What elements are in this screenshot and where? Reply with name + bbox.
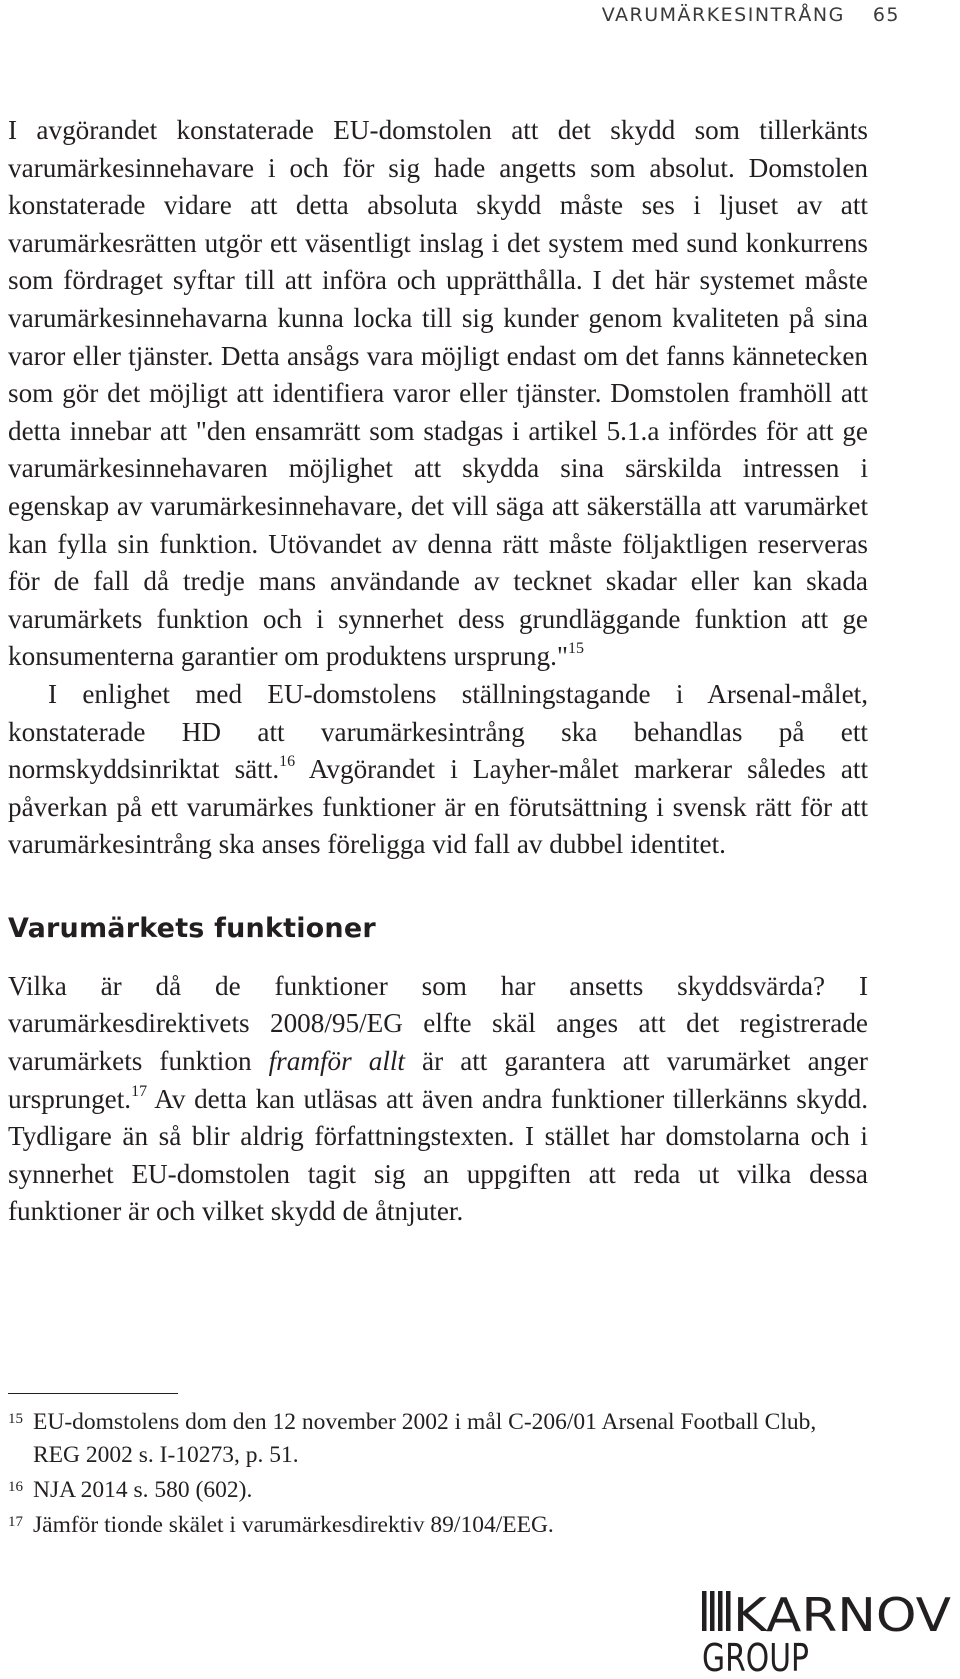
footnote-number: 15: [8, 1411, 23, 1427]
footnote-number: 17: [8, 1514, 23, 1530]
footnote-text: NJA 2014 s. 580 (602).: [33, 1477, 253, 1503]
footnote-item: [8, 1474, 868, 1507]
paragraph-2-text-a: I enlighet med EU-domstolens ställningstagande i Arsenal-målet, konstaterade HD att varumärkesintrång ska behandlas på ett normskyddsinriktat sätt.: [8, 678, 868, 785]
paragraph-2: [8, 676, 868, 864]
logo-bars-icon: [702, 1591, 731, 1631]
footnote-ref-17[interactable]: 17: [131, 1082, 148, 1100]
paragraph-3-emphasis: framför allt: [268, 1046, 405, 1077]
karnov-group-logo: [702, 1589, 952, 1673]
running-title: VARUMÄRKESINTRÅNG: [601, 4, 845, 26]
footnote-number: 16: [8, 1479, 23, 1495]
footnote-text: EU-domstolens dom den 12 november 2002 i mål C-206/01 Arsenal Football Club, REG 2002 s. I-10273, p. 51.: [33, 1409, 817, 1468]
footnote-ref-15[interactable]: 15: [568, 640, 584, 658]
page-number: 65: [872, 4, 900, 26]
paragraph-3-text-c: Av detta kan utläsas att även andra funktioner tillerkänns skydd. Tydligare än så blir aldrig författningstexten. I stället har domstolarna och i synnerhet EU-domstolen tagit sig an uppgiften att reda ut vilka dessa funktioner är och vilket skydd de åtnjuter.: [8, 1083, 868, 1227]
footnote-text: Jämför tionde skälet i varumärkesdirektiv 89/104/EEG.: [33, 1512, 554, 1538]
paragraph-3-text-a: Vilka är då de funktioner som har ansetts skyddsvärda? I varumärkesdirektivets 2008/95/EG elfte skäl anges att det registrerade varumärkets funktion: [8, 970, 868, 1077]
running-header: [602, 4, 900, 26]
main-text: [8, 112, 868, 1231]
paragraph-3-text-b: är att garantera att varumärket anger ursprunget.: [8, 1046, 868, 1114]
footnote-divider: [8, 1393, 178, 1394]
section-heading: Varumärkets funktioner: [8, 912, 376, 944]
footnote-item: [8, 1509, 868, 1542]
logo-wordmark: KARNOV: [733, 1589, 952, 1642]
paragraph-3: [8, 968, 868, 1231]
paragraph-1: [8, 112, 868, 676]
logo-subtitle: GROUP: [702, 1636, 809, 1673]
paragraph-2-text-b: Avgörandet i Layher-målet markerar således att påverkan på ett varumärkes funktioner är en förutsättning i svensk rätt för att varumärkesintrång ska anses föreligga vid fall av dubbel identitet.: [8, 754, 869, 860]
footnote-ref-16[interactable]: 16: [279, 753, 296, 771]
footnote-item: [8, 1406, 868, 1472]
paragraph-1-text: I avgörandet konstaterade EU-domstolen att det skydd som tillerkänts varumärkesinnehavare i och för sig hade angetts som absolut. Domstolen konstaterade vidare att detta absoluta skydd måste ses i ljuset av att varumärkesrätten utgör ett väsentligt inslag i det system med sund konkurrens som fördraget syftar till att införa och upprätthålla. I det här systemet måste varumärkesinnehavarna kunna locka till sig kunder genom kvaliteten på sina varor eller tjänster. Detta ansågs vara möjligt endast om det fanns kännetecken som gör det möjligt att identifiera varor eller tjänster. Domstolen framhöll att detta innebar att "den ensamrätt som stadgas i artikel 5.1.a infördes för att ge varumärkesinnehavaren möjlighet att skydda sina särskilda intressen i egenskap av varumärkesinnehavare, det vill säga att säkerställa att varumärket kan fylla sin funktion. Utövandet av denna rätt måste följaktligen reserveras för de fall då tredje mans användande av tecknet skadar eller kan skada varumärkets funktion och i synnerhet dess grundläggande funktion att ge konsumenterna garantier om produktens ursprung.": [8, 115, 868, 672]
footnotes: [8, 1406, 868, 1544]
